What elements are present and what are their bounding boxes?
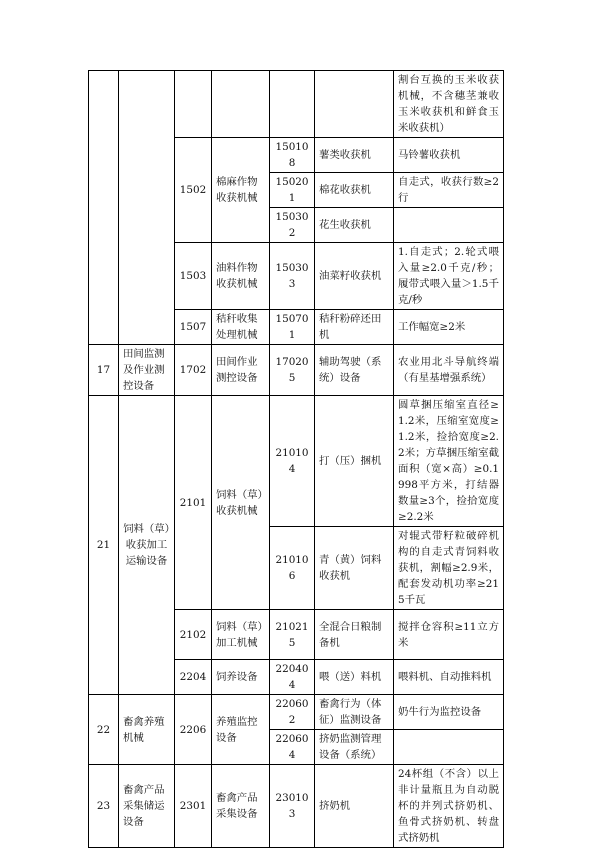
- spec-description-cell: 工作幅宽≥2米: [394, 310, 504, 345]
- item-name-cell: 挤奶机: [315, 765, 394, 848]
- spec-description-cell: 自走式，收获行数≥2行: [394, 173, 504, 208]
- spec-description-cell: 24杯组（不含）以上非计量瓶且为自动脱杯的并列式挤奶机、鱼骨式挤奶机、转盘式挤奶机: [394, 765, 504, 848]
- spec-description-cell: 割台互换的玉米收获机械，不含穗茎兼收玉米收获机和鲜食玉米收获机）: [394, 71, 504, 138]
- subcategory-name-cell: 饲料（草）加工机械: [212, 610, 270, 660]
- table-row: [89, 345, 504, 396]
- spec-description-cell: 农业用北斗导航终端（有星基增强系统）: [394, 345, 504, 396]
- item-code-cell: 220604: [270, 730, 315, 765]
- item-code-cell: 150701: [270, 310, 315, 345]
- category-name-cell: 饲料（草）收获加工运输设备: [119, 396, 175, 695]
- category-name-cell: 田间监测及作业测控设备: [119, 345, 175, 396]
- category-name-cell: [119, 71, 175, 345]
- category-no-cell: [89, 71, 119, 345]
- item-name-cell: 挤奶监测管理设备（系统）: [315, 730, 394, 765]
- item-name-cell: 花生收获机: [315, 208, 394, 243]
- subcategory-name-cell: 油料作物收获机械: [212, 243, 270, 310]
- item-name-cell: [315, 71, 394, 138]
- subcategory-name-cell: 棉麻作物收获机械: [212, 138, 270, 243]
- subcategory-code-cell: 2102: [175, 610, 212, 660]
- item-code-cell: 150201: [270, 173, 315, 208]
- item-name-cell: 秸秆粉碎还田机: [315, 310, 394, 345]
- category-name-cell: 畜禽产品采集储运设备: [119, 765, 175, 848]
- item-code-cell: 210215: [270, 610, 315, 660]
- spec-description-cell: 马铃薯收获机: [394, 138, 504, 173]
- subcategory-code-cell: 1507: [175, 310, 212, 345]
- subcategory-name-cell: [212, 71, 270, 138]
- subsidy-equipment-table: [88, 70, 504, 848]
- item-name-cell: 油菜籽收获机: [315, 243, 394, 310]
- item-code-cell: 150302: [270, 208, 315, 243]
- spec-description-cell: [394, 730, 504, 765]
- subcategory-code-cell: 1503: [175, 243, 212, 310]
- item-code-cell: 220404: [270, 660, 315, 695]
- subcategory-name-cell: 饲养设备: [212, 660, 270, 695]
- item-code-cell: 150108: [270, 138, 315, 173]
- item-name-cell: 青（黄）饲料收获机: [315, 527, 394, 610]
- item-code-cell: 150303: [270, 243, 315, 310]
- category-name-cell: 畜禽养殖机械: [119, 695, 175, 765]
- category-no-cell: 17: [89, 345, 119, 396]
- category-no-cell: 21: [89, 396, 119, 695]
- subcategory-code-cell: 2301: [175, 765, 212, 848]
- spec-description-cell: 圆草捆压缩室直径≥1.2米，压缩室宽度≥1.2米，捡拾宽度≥2.2米；方草捆压缩室截面积（宽×高）≥0.1998平方米，打结器数量≥3个，捡拾宽度≥2.2米: [394, 396, 504, 527]
- item-code-cell: 230103: [270, 765, 315, 848]
- item-name-cell: 畜禽行为（体征）监测设备: [315, 695, 394, 730]
- item-code-cell: 210104: [270, 396, 315, 527]
- subcategory-code-cell: 1702: [175, 345, 212, 396]
- item-name-cell: 喂（送）料机: [315, 660, 394, 695]
- spec-description-cell: 1.自走式；2.轮式喂入量≥2.0千克/秒；履带式喂入量＞1.5千克/秒: [394, 243, 504, 310]
- item-code-cell: 220602: [270, 695, 315, 730]
- spec-description-cell: 搅拌仓容积≥11立方米: [394, 610, 504, 660]
- spec-description-cell: 对辊式带籽粒破碎机构的自走式青饲料收获机，割幅≥2.9米，配套发动机功率≥215千瓦: [394, 527, 504, 610]
- spec-description-cell: 喂料机、自动推料机: [394, 660, 504, 695]
- category-no-cell: 22: [89, 695, 119, 765]
- spec-description-cell: 奶牛行为监控设备: [394, 695, 504, 730]
- subcategory-code-cell: 2206: [175, 695, 212, 765]
- item-code-cell: [270, 71, 315, 138]
- table-row: [89, 765, 504, 848]
- subcategory-code-cell: 1502: [175, 138, 212, 243]
- table-row: [89, 695, 504, 730]
- item-name-cell: 薯类收获机: [315, 138, 394, 173]
- subcategory-name-cell: 畜禽产品采集设备: [212, 765, 270, 848]
- table-row: [89, 396, 504, 527]
- item-code-cell: 170205: [270, 345, 315, 396]
- item-code-cell: 210106: [270, 527, 315, 610]
- subcategory-code-cell: 2204: [175, 660, 212, 695]
- subcategory-name-cell: 饲料（草）收获机械: [212, 396, 270, 610]
- subcategory-name-cell: 秸秆收集处理机械: [212, 310, 270, 345]
- item-name-cell: 棉花收获机: [315, 173, 394, 208]
- item-name-cell: 辅助驾驶（系统）设备: [315, 345, 394, 396]
- subcategory-name-cell: 田间作业测控设备: [212, 345, 270, 396]
- subcategory-code-cell: [175, 71, 212, 138]
- subcategory-code-cell: 2101: [175, 396, 212, 610]
- subcategory-name-cell: 养殖监控设备: [212, 695, 270, 765]
- table-row: [89, 71, 504, 138]
- spec-description-cell: [394, 208, 504, 243]
- item-name-cell: 打（压）捆机: [315, 396, 394, 527]
- category-no-cell: 23: [89, 765, 119, 848]
- item-name-cell: 全混合日粮制备机: [315, 610, 394, 660]
